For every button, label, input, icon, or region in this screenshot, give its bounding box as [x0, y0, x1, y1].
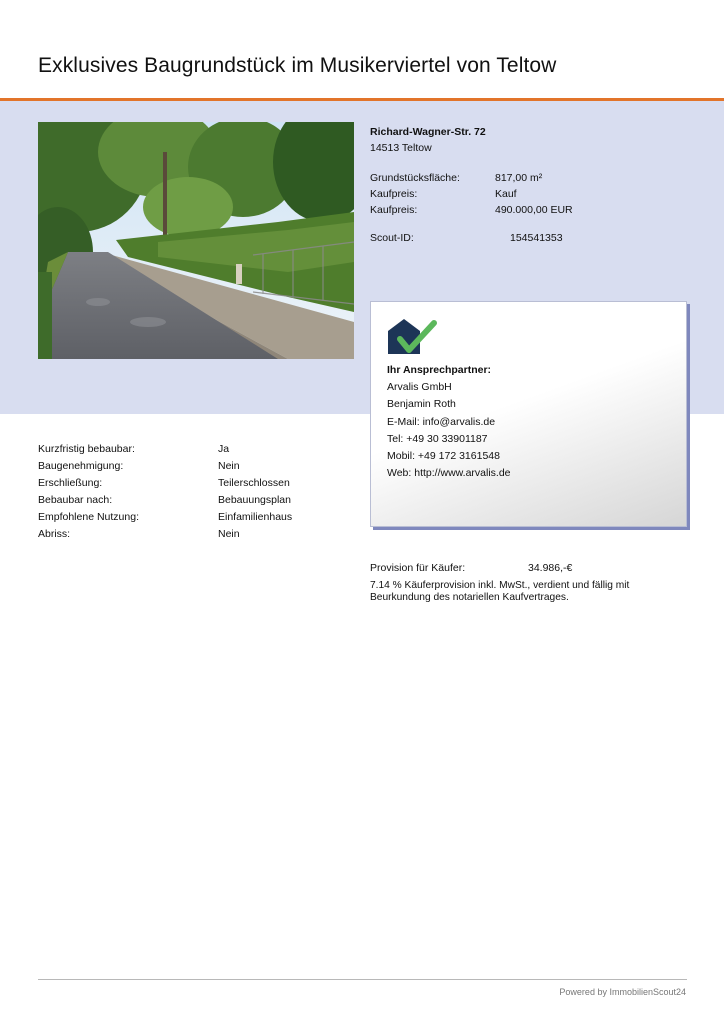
scout-id — [370, 231, 563, 245]
contact-phone[interactable]: Tel: +49 30 33901187 — [387, 432, 488, 445]
detail-row — [38, 475, 292, 492]
house-check-icon — [387, 317, 437, 360]
commission-value: 34.986,-€ — [528, 562, 573, 574]
detail-row — [38, 441, 292, 458]
detail-label: Empfohlene Nutzung: — [38, 511, 139, 523]
fact-label: Grundstücksfläche: — [370, 172, 460, 184]
detail-label: Baugenehmigung: — [38, 460, 124, 472]
address-street: Richard-Wagner-Str. 72 — [370, 126, 486, 138]
contact-mobile[interactable]: Mobil: +49 172 3161548 — [387, 450, 500, 463]
scout-id-value: 154541353 — [510, 232, 563, 244]
detail-row — [38, 458, 292, 475]
detail-value: Ja — [218, 443, 230, 455]
fact-row — [370, 170, 573, 186]
detail-row — [38, 492, 292, 509]
detail-row — [38, 526, 292, 543]
footer-divider — [38, 979, 687, 980]
contact-details — [387, 362, 511, 482]
buyer-commission — [370, 561, 660, 603]
fact-row — [370, 202, 573, 218]
detail-label: Erschließung: — [38, 477, 103, 489]
property-photo — [38, 122, 354, 359]
commission-note: 7.14 % Käuferprovision inkl. MwSt., verdient und fällig mit Beurkundung des notariellen Kaufvertrages. — [370, 580, 630, 603]
property-details — [38, 441, 292, 543]
fact-label: Kaufpreis: — [370, 204, 418, 216]
fact-label: Kaufpreis: — [370, 188, 418, 200]
fact-value: 817,00 m² — [495, 172, 543, 184]
page-title: Exklusives Baugrundstück im Musikerviertel von Teltow — [38, 54, 557, 77]
contact-email[interactable]: E-Mail: info@arvalis.de — [387, 415, 496, 428]
detail-value: Bebauungsplan — [218, 494, 291, 506]
contact-person: Benjamin Roth — [387, 398, 456, 411]
detail-row — [38, 509, 292, 526]
property-address — [370, 124, 486, 156]
street-photo — [38, 122, 354, 359]
address-city: 14513 Teltow — [370, 142, 432, 154]
detail-value: Nein — [218, 460, 240, 472]
fact-value: 490.000,00 EUR — [495, 204, 573, 216]
contact-company: Arvalis GmbH — [387, 381, 452, 394]
key-facts — [370, 170, 573, 218]
detail-label: Abriss: — [38, 528, 71, 540]
contact-card — [370, 301, 687, 527]
commission-row — [370, 561, 660, 575]
detail-label: Kurzfristig bebaubar: — [38, 443, 135, 455]
fact-value: Kauf — [495, 188, 517, 200]
powered-by: Powered by ImmobilienScout24 — [559, 987, 686, 997]
contact-heading: Ihr Ansprechpartner: — [387, 364, 492, 376]
scout-id-label: Scout-ID: — [370, 232, 414, 244]
detail-value: Nein — [218, 528, 240, 540]
detail-value: Einfamilienhaus — [218, 511, 293, 523]
contact-web[interactable]: Web: http://www.arvalis.de — [387, 467, 511, 480]
commission-label: Provision für Käufer: — [370, 562, 466, 574]
detail-value: Teilerschlossen — [218, 477, 290, 489]
fact-row — [370, 186, 573, 202]
detail-label: Bebaubar nach: — [38, 494, 113, 506]
